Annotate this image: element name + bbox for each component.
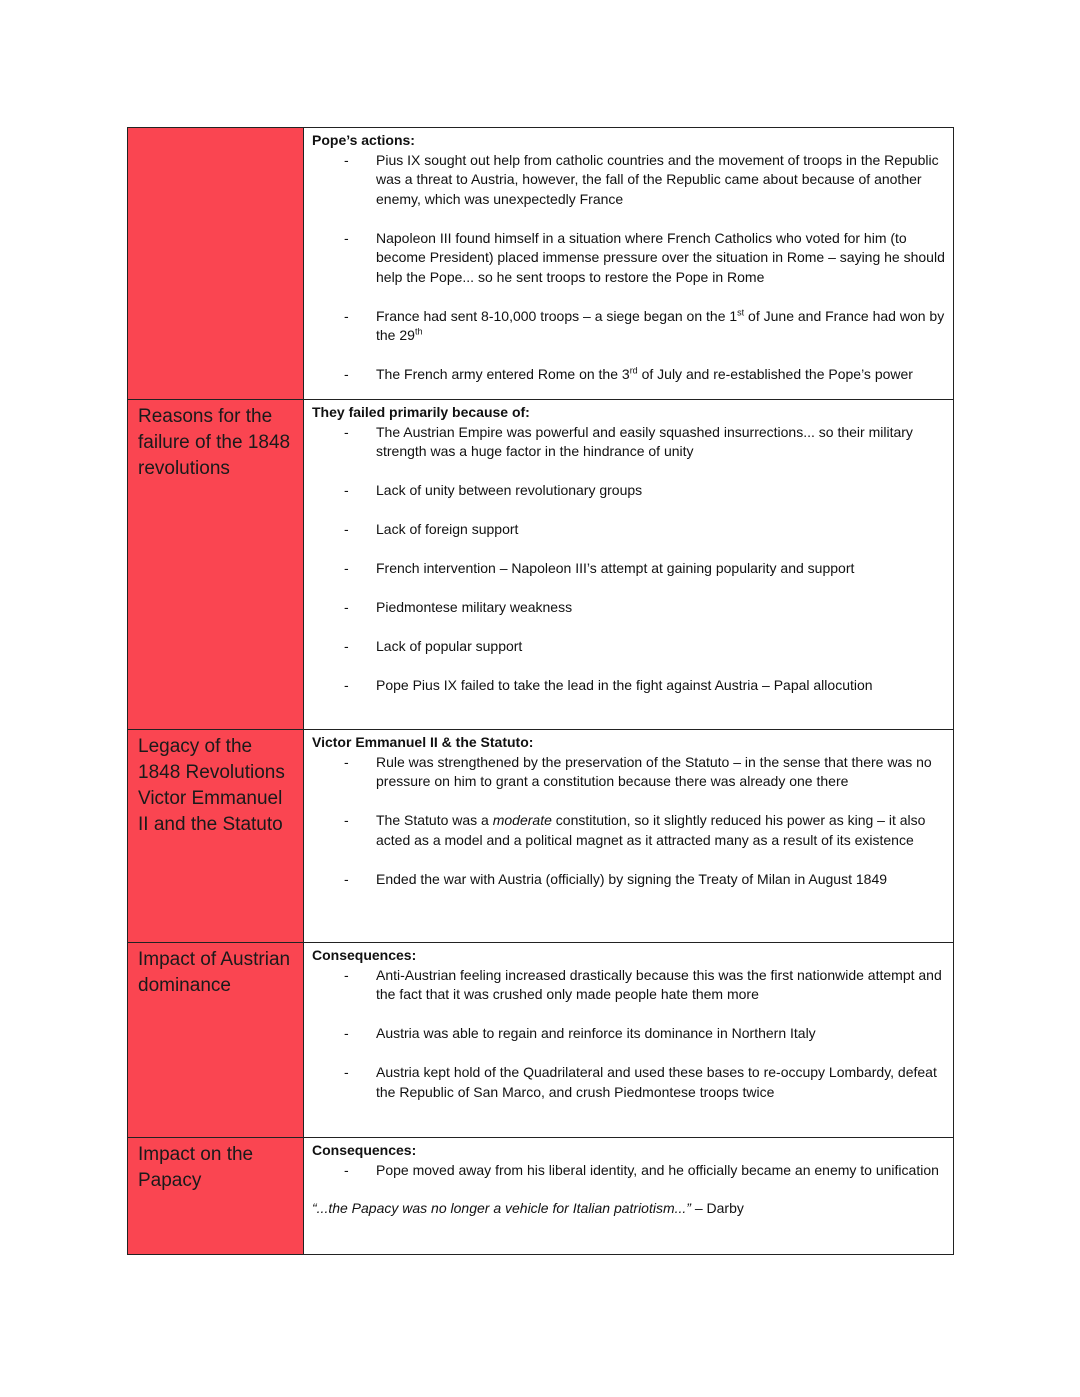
table-row bbox=[128, 128, 954, 400]
notes-table bbox=[127, 127, 954, 1255]
list-item: - Anti-Austrian feeling increased drastically because this was the first nationwide attempt and the fact that it was crushed only made people hate them more bbox=[344, 966, 942, 1002]
point-text: Ended the war with Austria (officially) by signing the Treaty of Milan in August 1849 bbox=[376, 870, 888, 887]
point-text: The French army entered Rome on the 3rd of July and re-established the Pope’s power bbox=[376, 365, 913, 382]
table-row bbox=[128, 1138, 954, 1255]
point-text: The Statuto was a moderate constitution, so it slightly reduced his power as king – it also acted as a model and a political magnet as it attracted many as a result of its existence bbox=[376, 812, 926, 848]
point-text: France had sent 8-10,000 troops – a siege began on the 1st of June and France had won by the 29th bbox=[376, 306, 945, 343]
list-item: - Pius IX sought out help from catholic countries and the movement of troops in the Republic was a threat to Austria, however, the fall of the Republic came about because of another enemy, which was unexpectedly France bbox=[344, 151, 939, 207]
list-item: - Pope moved away from his liberal identity, and he officially became an enemy to unification bbox=[344, 1161, 939, 1178]
list-item: - French intervention – Napoleon III’s attempt at gaining popularity and support bbox=[344, 560, 855, 576]
topic-cell bbox=[128, 128, 304, 400]
content-cell bbox=[304, 943, 954, 1138]
table-row bbox=[128, 400, 954, 730]
topic-cell bbox=[128, 730, 304, 943]
quote-text: “...the Papacy was no longer a vehicle for Italian patriotism...” bbox=[312, 1200, 691, 1216]
point-text: Austria was able to regain and reinforce its dominance in Northern Italy bbox=[376, 1025, 816, 1041]
list-item: - Lack of unity between revolutionary groups bbox=[344, 482, 643, 498]
list-item: - Pope Pius IX failed to take the lead in the fight against Austria – Papal allocution bbox=[344, 677, 873, 693]
topic-label: Legacy of the 1848 Revolutions Victor Emmanuel II and the Statuto bbox=[138, 736, 285, 835]
point-text: The Austrian Empire was powerful and easily squashed insurrections... so their military strength was a huge factor in the hindrance of unity bbox=[376, 423, 913, 459]
list-item: - The French army entered Rome on the 3rd of July and re-established the Pope’s power bbox=[344, 365, 913, 382]
darby-quote bbox=[312, 1199, 945, 1219]
list-item: - Ended the war with Austria (officially) by signing the Treaty of Milan in August 1849 bbox=[344, 870, 888, 887]
bullet-list bbox=[312, 151, 945, 385]
topic-label: Impact on the Papacy bbox=[138, 1144, 254, 1191]
content-cell bbox=[304, 128, 954, 400]
list-item: - Piedmontese military weakness bbox=[344, 599, 573, 615]
point-text: Pius IX sought out help from catholic countries and the movement of troops in the Republic was a threat to Austria, however, the fall of the Republic came about because of another enemy, which was unexpectedly France bbox=[376, 151, 939, 207]
quote-author: – Darby bbox=[690, 1200, 744, 1216]
content-cell bbox=[304, 730, 954, 943]
list-item: - The Austrian Empire was powerful and easily squashed insurrections... so their military strength was a huge factor in the hindrance of unity bbox=[344, 423, 913, 459]
table-row bbox=[128, 730, 954, 943]
point-text: Rule was strengthened by the preservation of the Statuto – in the sense that there was no pressure on him to grant a constitution because there was already one there bbox=[376, 753, 932, 789]
point-text: Lack of foreign support bbox=[376, 521, 519, 537]
bullet-list bbox=[312, 753, 945, 890]
bullet-list bbox=[312, 966, 945, 1103]
point-text: Napoleon III found himself in a situation where French Catholics who voted for him (to become President) placed immense pressure over the situation in Rome – saying he should help the Pope... so he sent troops to restore the Pope in Rome bbox=[376, 229, 945, 285]
section-heading: Consequences: bbox=[312, 1142, 417, 1158]
point-text: Pope Pius IX failed to take the lead in the fight against Austria – Papal allocution bbox=[376, 677, 873, 693]
list-item: - Austria was able to regain and reinforce its dominance in Northern Italy bbox=[344, 1025, 816, 1041]
point-text: Piedmontese military weakness bbox=[376, 599, 573, 615]
list-item: - France had sent 8-10,000 troops – a siege began on the 1st of June and France had won by the 29th bbox=[344, 306, 945, 343]
point-text: Lack of unity between revolutionary groups bbox=[376, 482, 643, 498]
topic-label: Impact of Austrian dominance bbox=[138, 949, 291, 996]
section-heading: Victor Emmanuel II & the Statuto: bbox=[312, 734, 534, 750]
topic-cell bbox=[128, 1138, 304, 1255]
topic-cell bbox=[128, 400, 304, 730]
section-heading: They failed primarily because of: bbox=[312, 404, 530, 420]
section-heading: Pope’s actions: bbox=[312, 132, 415, 148]
content-cell bbox=[304, 400, 954, 730]
point-text: French intervention – Napoleon III’s attempt at gaining popularity and support bbox=[376, 560, 855, 576]
point-text: Austria kept hold of the Quadrilateral and used these bases to re-occupy Lombardy, defeat the Republic of San Marco, and crush Piedmontese troops twice bbox=[376, 1064, 937, 1100]
content-cell bbox=[304, 1138, 954, 1255]
bullet-list bbox=[312, 423, 945, 696]
list-item: - Lack of foreign support bbox=[344, 521, 519, 537]
list-item: - Napoleon III found himself in a situation where French Catholics who voted for him (to become President) placed immense pressure over the situation in Rome – saying he should help the Pope... so he sent troops to restore the Pope in Rome bbox=[344, 229, 945, 285]
list-item: - The Statuto was a moderate constitution, so it slightly reduced his power as king – it also acted as a model and a political magnet as it attracted many as a result of its existence bbox=[344, 812, 926, 848]
list-item: - Austria kept hold of the Quadrilateral and used these bases to re-occupy Lombardy, defeat the Republic of San Marco, and crush Piedmontese troops twice bbox=[344, 1064, 937, 1100]
topic-cell bbox=[128, 943, 304, 1138]
list-item: - Rule was strengthened by the preservation of the Statuto – in the sense that there was no pressure on him to grant a constitution because there was already one there bbox=[344, 753, 932, 789]
topic-label bbox=[128, 128, 303, 132]
point-text: Anti-Austrian feeling increased drastically because this was the first nationwide attempt and the fact that it was crushed only made people hate them more bbox=[376, 966, 942, 1002]
list-item: - Lack of popular support bbox=[344, 638, 523, 654]
table-row bbox=[128, 943, 954, 1138]
bullet-list bbox=[312, 1161, 945, 1181]
point-text: Lack of popular support bbox=[376, 638, 523, 654]
topic-label: Reasons for the failure of the 1848 revolutions bbox=[138, 406, 291, 479]
section-heading: Consequences: bbox=[312, 947, 417, 963]
point-text: Pope moved away from his liberal identity, and he officially became an enemy to unification bbox=[376, 1161, 939, 1178]
